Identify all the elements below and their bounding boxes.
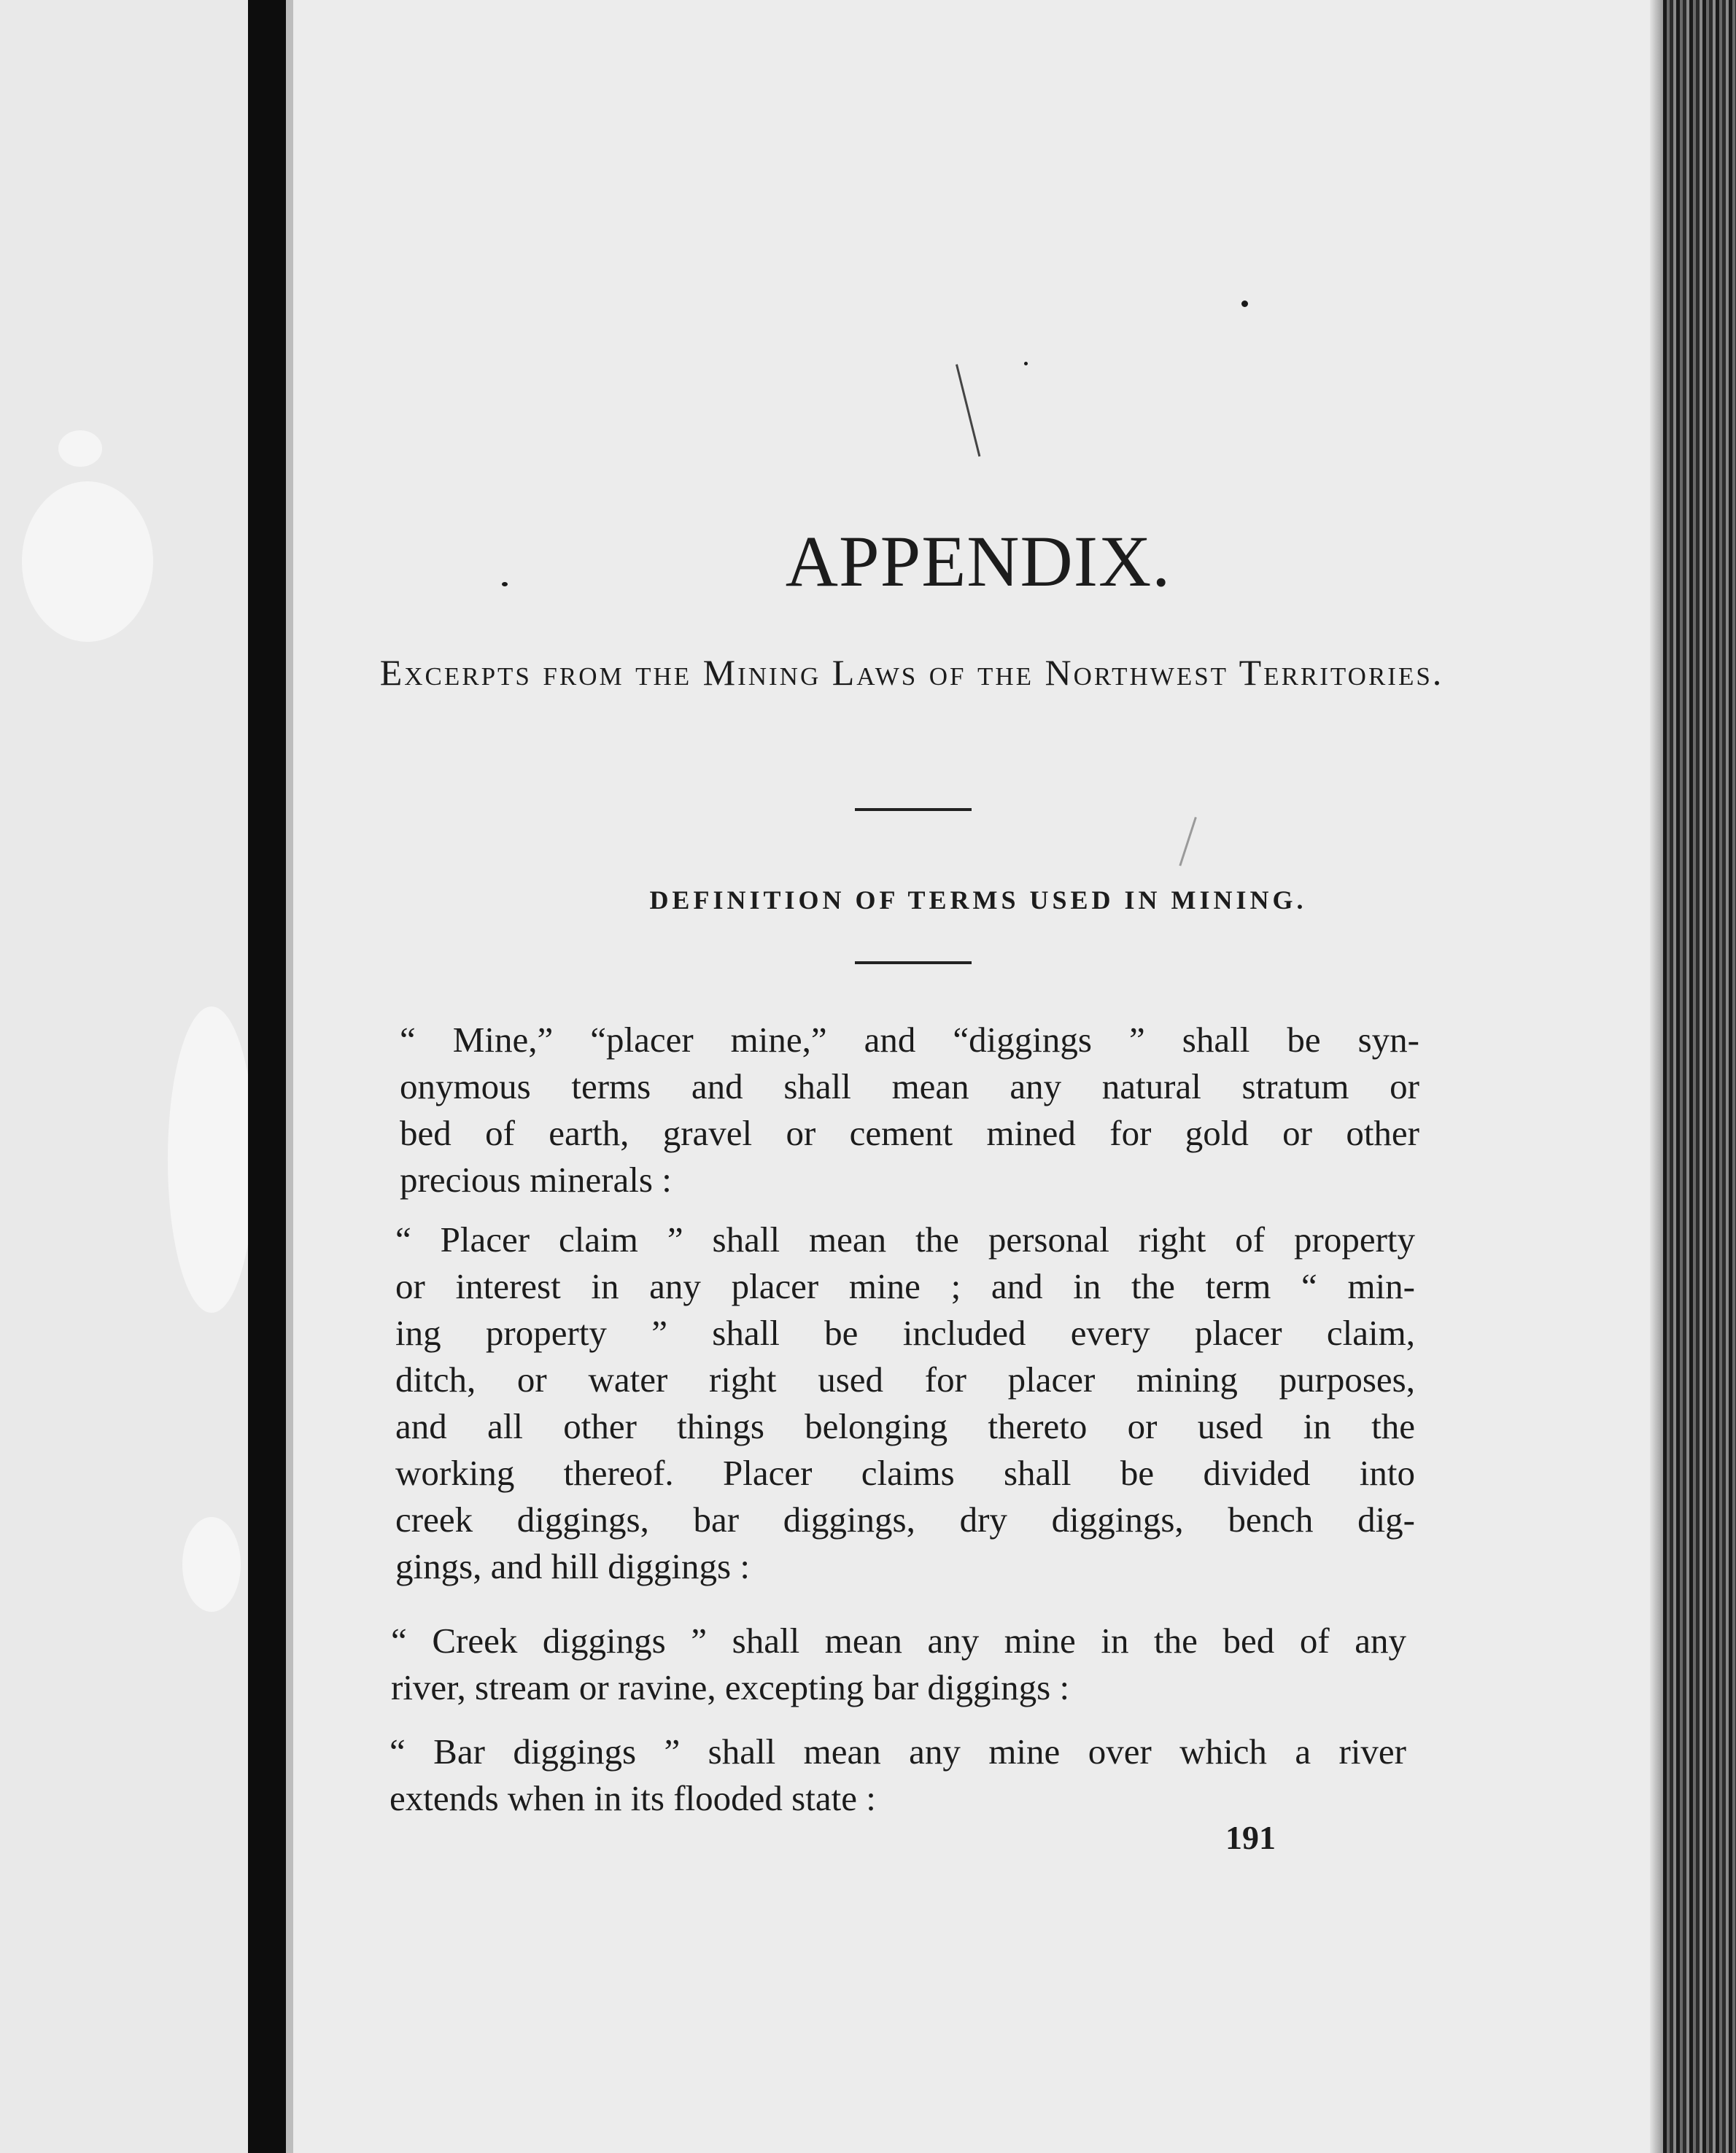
text-line: bed of earth, gravel or cement mined for gold or other — [400, 1113, 1419, 1153]
text-line: or interest in any placer mine ; and in the term “ min- — [395, 1266, 1415, 1306]
text-line: creek diggings, bar diggings, dry diggings, bench dig- — [395, 1500, 1415, 1540]
stain-mark — [168, 1006, 255, 1313]
section-heading: DEFINITION OF TERMS USED IN MINING. — [649, 885, 1307, 915]
text-line: “ Placer claim ” shall mean the personal right of property — [395, 1219, 1415, 1260]
text-line: and all other things belonging thereto or used in the — [395, 1406, 1415, 1446]
stain-mark — [22, 481, 153, 642]
text-line: “ Creek diggings ” shall mean any mine in the bed of any — [391, 1621, 1406, 1661]
book-spine-shadow — [248, 0, 286, 2153]
gutter-line — [286, 0, 293, 2153]
page-number: 191 — [1225, 1819, 1276, 1856]
text-line: precious minerals : — [400, 1160, 672, 1200]
page-edges — [1663, 0, 1736, 2153]
stain-mark — [182, 1517, 241, 1612]
facing-page — [0, 0, 248, 2153]
text-line: working thereof. Placer claims shall be divided into — [395, 1453, 1415, 1493]
definition-placer-claim — [395, 1217, 1415, 1590]
page-title: APPENDIX. — [785, 521, 1171, 602]
text-line: extends when in its flooded state : — [390, 1778, 876, 1818]
divider-rule — [855, 961, 972, 964]
divider-rule — [855, 808, 972, 811]
text-line: “ Bar diggings ” shall mean any mine over which a river — [390, 1731, 1406, 1772]
text-line: ditch, or water right used for placer mining purposes, — [395, 1359, 1415, 1400]
dust-speck — [1241, 300, 1248, 307]
page-subtitle: Excerpts from the Mining Laws of the Northwest Territories. — [379, 652, 1444, 693]
text-line: onymous terms and shall mean any natural stratum or — [400, 1066, 1419, 1106]
dust-speck — [1024, 362, 1028, 365]
text-line: river, stream or ravine, excepting bar diggings : — [391, 1667, 1070, 1707]
page-edge-shadow — [1650, 0, 1663, 2153]
stain-mark — [58, 430, 102, 467]
definition-bar-diggings — [390, 1729, 1406, 1822]
text-line: ing property ” shall be included every placer claim, — [395, 1313, 1415, 1353]
text-line: “ Mine,” “placer mine,” and “diggings ” shall be syn- — [400, 1020, 1419, 1060]
definition-mine — [400, 1017, 1419, 1203]
text-line: gings, and hill diggings : — [395, 1546, 750, 1586]
definition-creek-diggings — [391, 1618, 1406, 1711]
